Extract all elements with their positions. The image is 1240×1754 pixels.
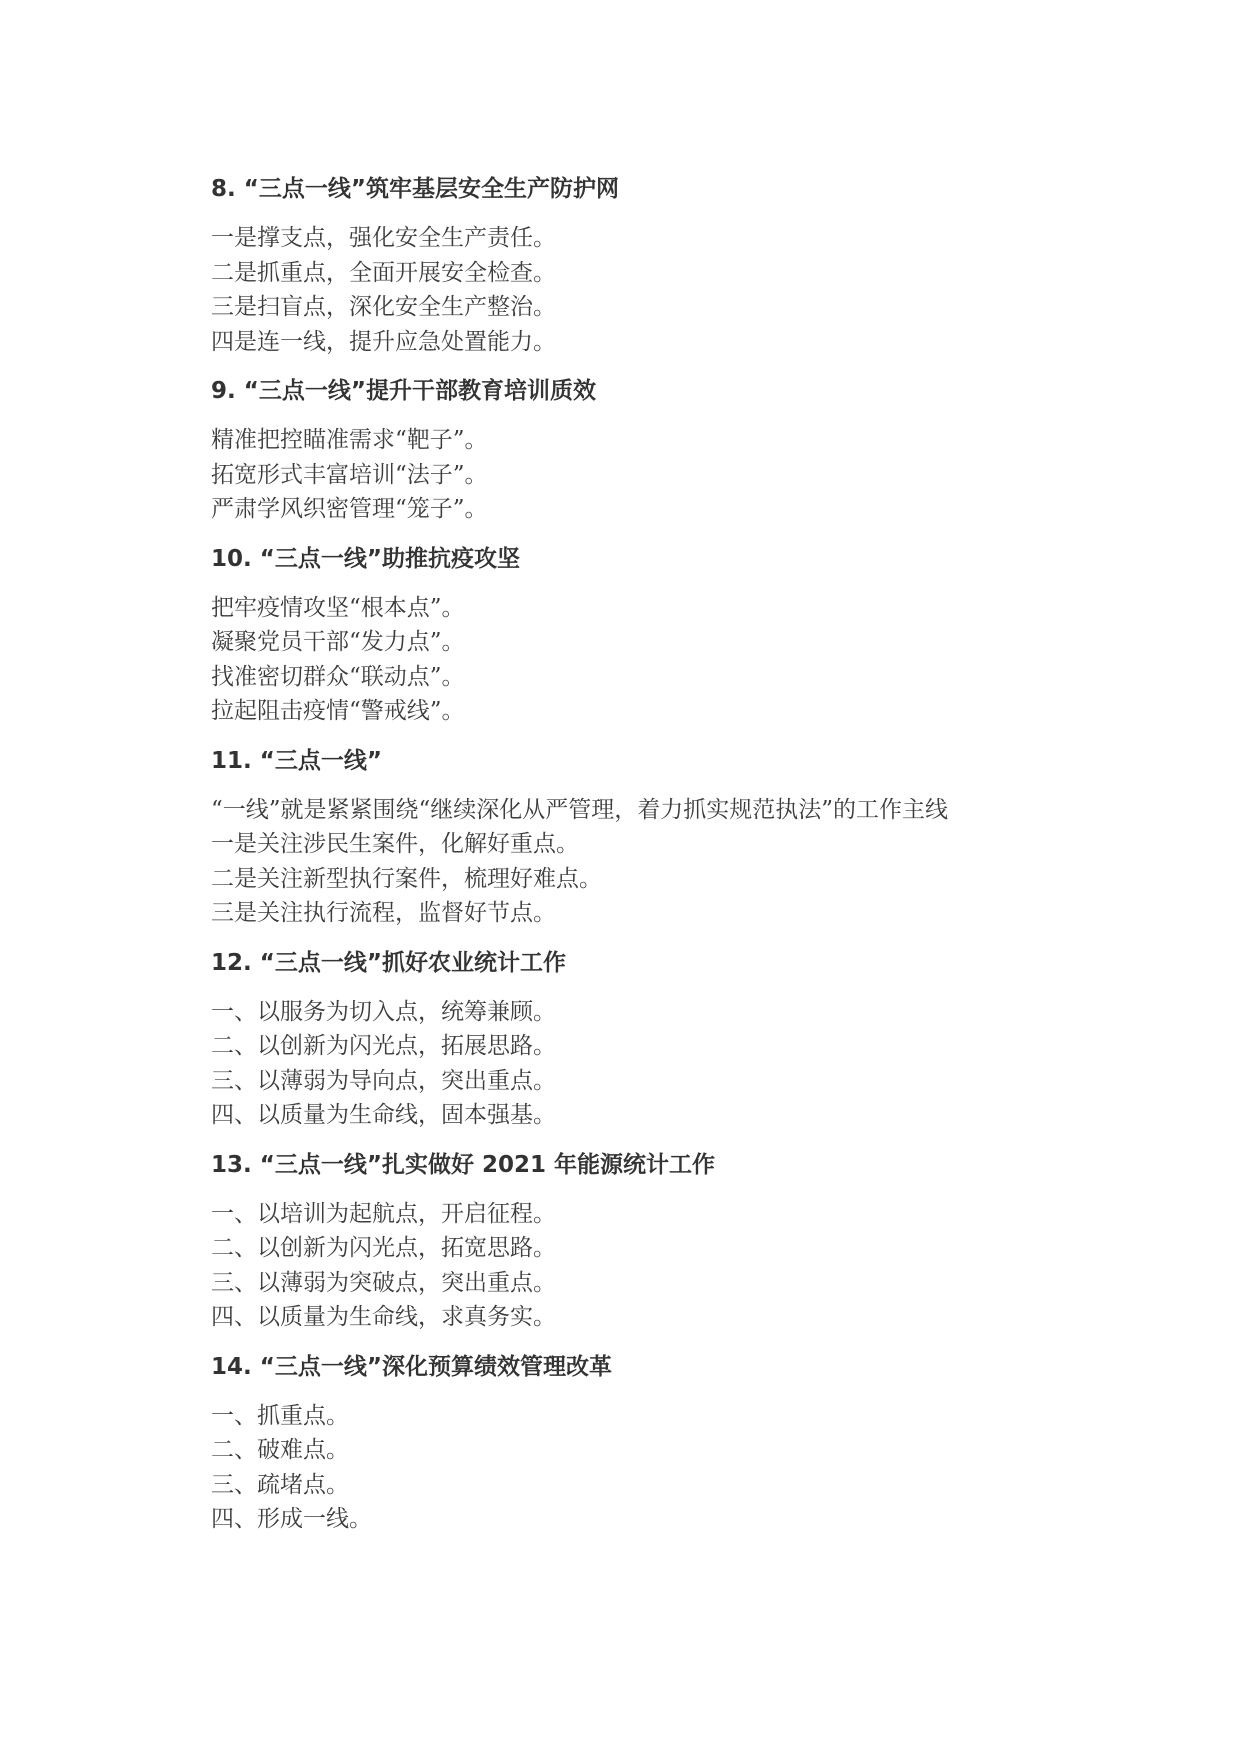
section-line: 一、以服务为切入点，统筹兼顾。	[211, 998, 556, 1025]
section-line: 三、疏堵点。	[211, 1471, 349, 1498]
section-line: 四是连一线，提升应急处置能力。	[211, 328, 556, 355]
section-lines	[211, 995, 1191, 1133]
section-line: 精准把控瞄准需求“靶子”。	[211, 427, 488, 453]
section-lines	[211, 1399, 1191, 1537]
section-8	[211, 174, 1191, 359]
section-line: 二是抓重点，全面开展安全检查。	[211, 259, 556, 286]
section-heading: 12. “三点一线”抓好农业统计工作	[211, 949, 566, 976]
section-lines	[211, 591, 1191, 729]
section-line: 二、以创新为闪光点，拓展思路。	[211, 1033, 556, 1059]
section-line: 二、以创新为闪光点，拓宽思路。	[211, 1235, 556, 1261]
section-line: 四、以质量为生命线，固本强基。	[211, 1102, 556, 1128]
section-line: 找准密切群众“联动点”。	[211, 663, 465, 690]
section-line: 二、破难点。	[211, 1437, 349, 1463]
section-heading: 13. “三点一线”扎实做好 2021 年能源统计工作	[211, 1151, 716, 1178]
section-heading: 14. “三点一线”深化预算绩效管理改革	[211, 1353, 612, 1380]
section-line: 一、抓重点。	[211, 1402, 349, 1429]
section-heading: 10. “三点一线”助推抗疫攻坚	[211, 545, 520, 572]
section-line: 四、以质量为生命线，求真务实。	[211, 1304, 556, 1330]
section-line: 一是关注涉民生案件，化解好重点。	[211, 831, 579, 857]
section-line: 三是关注执行流程，监督好节点。	[211, 900, 556, 926]
document-content	[211, 174, 1191, 1554]
section-10	[211, 544, 1191, 729]
section-lines	[211, 1197, 1191, 1335]
section-line: 三、以薄弱为导向点，突出重点。	[211, 1067, 556, 1094]
section-line: 一是撑支点，强化安全生产责任。	[211, 225, 556, 251]
section-line: 四、形成一线。	[211, 1506, 372, 1532]
section-line: 把牢疫情攻坚“根本点”。	[211, 594, 465, 621]
section-12	[211, 948, 1191, 1133]
section-heading: 11. “三点一线”	[211, 747, 382, 774]
section-9	[211, 376, 1191, 527]
section-line: 凝聚党员干部“发力点”。	[211, 629, 465, 655]
section-lines	[211, 793, 1191, 931]
section-line: 严肃学风织密管理“笼子”。	[211, 496, 488, 522]
section-line: 三是扫盲点，深化安全生产整治。	[211, 294, 556, 320]
section-11	[211, 746, 1191, 931]
section-line: 拉起阻击疫情“警戒线”。	[211, 698, 465, 724]
section-line: 拓宽形式丰富培训“法子”。	[211, 461, 488, 488]
section-lines	[211, 221, 1191, 359]
section-14	[211, 1352, 1191, 1537]
section-line: 三、以薄弱为突破点，突出重点。	[211, 1269, 556, 1296]
section-lines	[211, 423, 1191, 527]
section-heading: 9. “三点一线”提升干部教育培训质效	[211, 378, 596, 404]
section-13	[211, 1150, 1191, 1335]
section-line: 一、以培训为起航点，开启征程。	[211, 1200, 556, 1227]
section-line: 二是关注新型执行案件，梳理好难点。	[211, 865, 602, 892]
section-line: “一线”就是紧紧围绕“继续深化从严管理，着力抓实规范执法”的工作主线	[211, 796, 949, 823]
section-heading: 8. “三点一线”筑牢基层安全生产防护网	[211, 176, 619, 202]
